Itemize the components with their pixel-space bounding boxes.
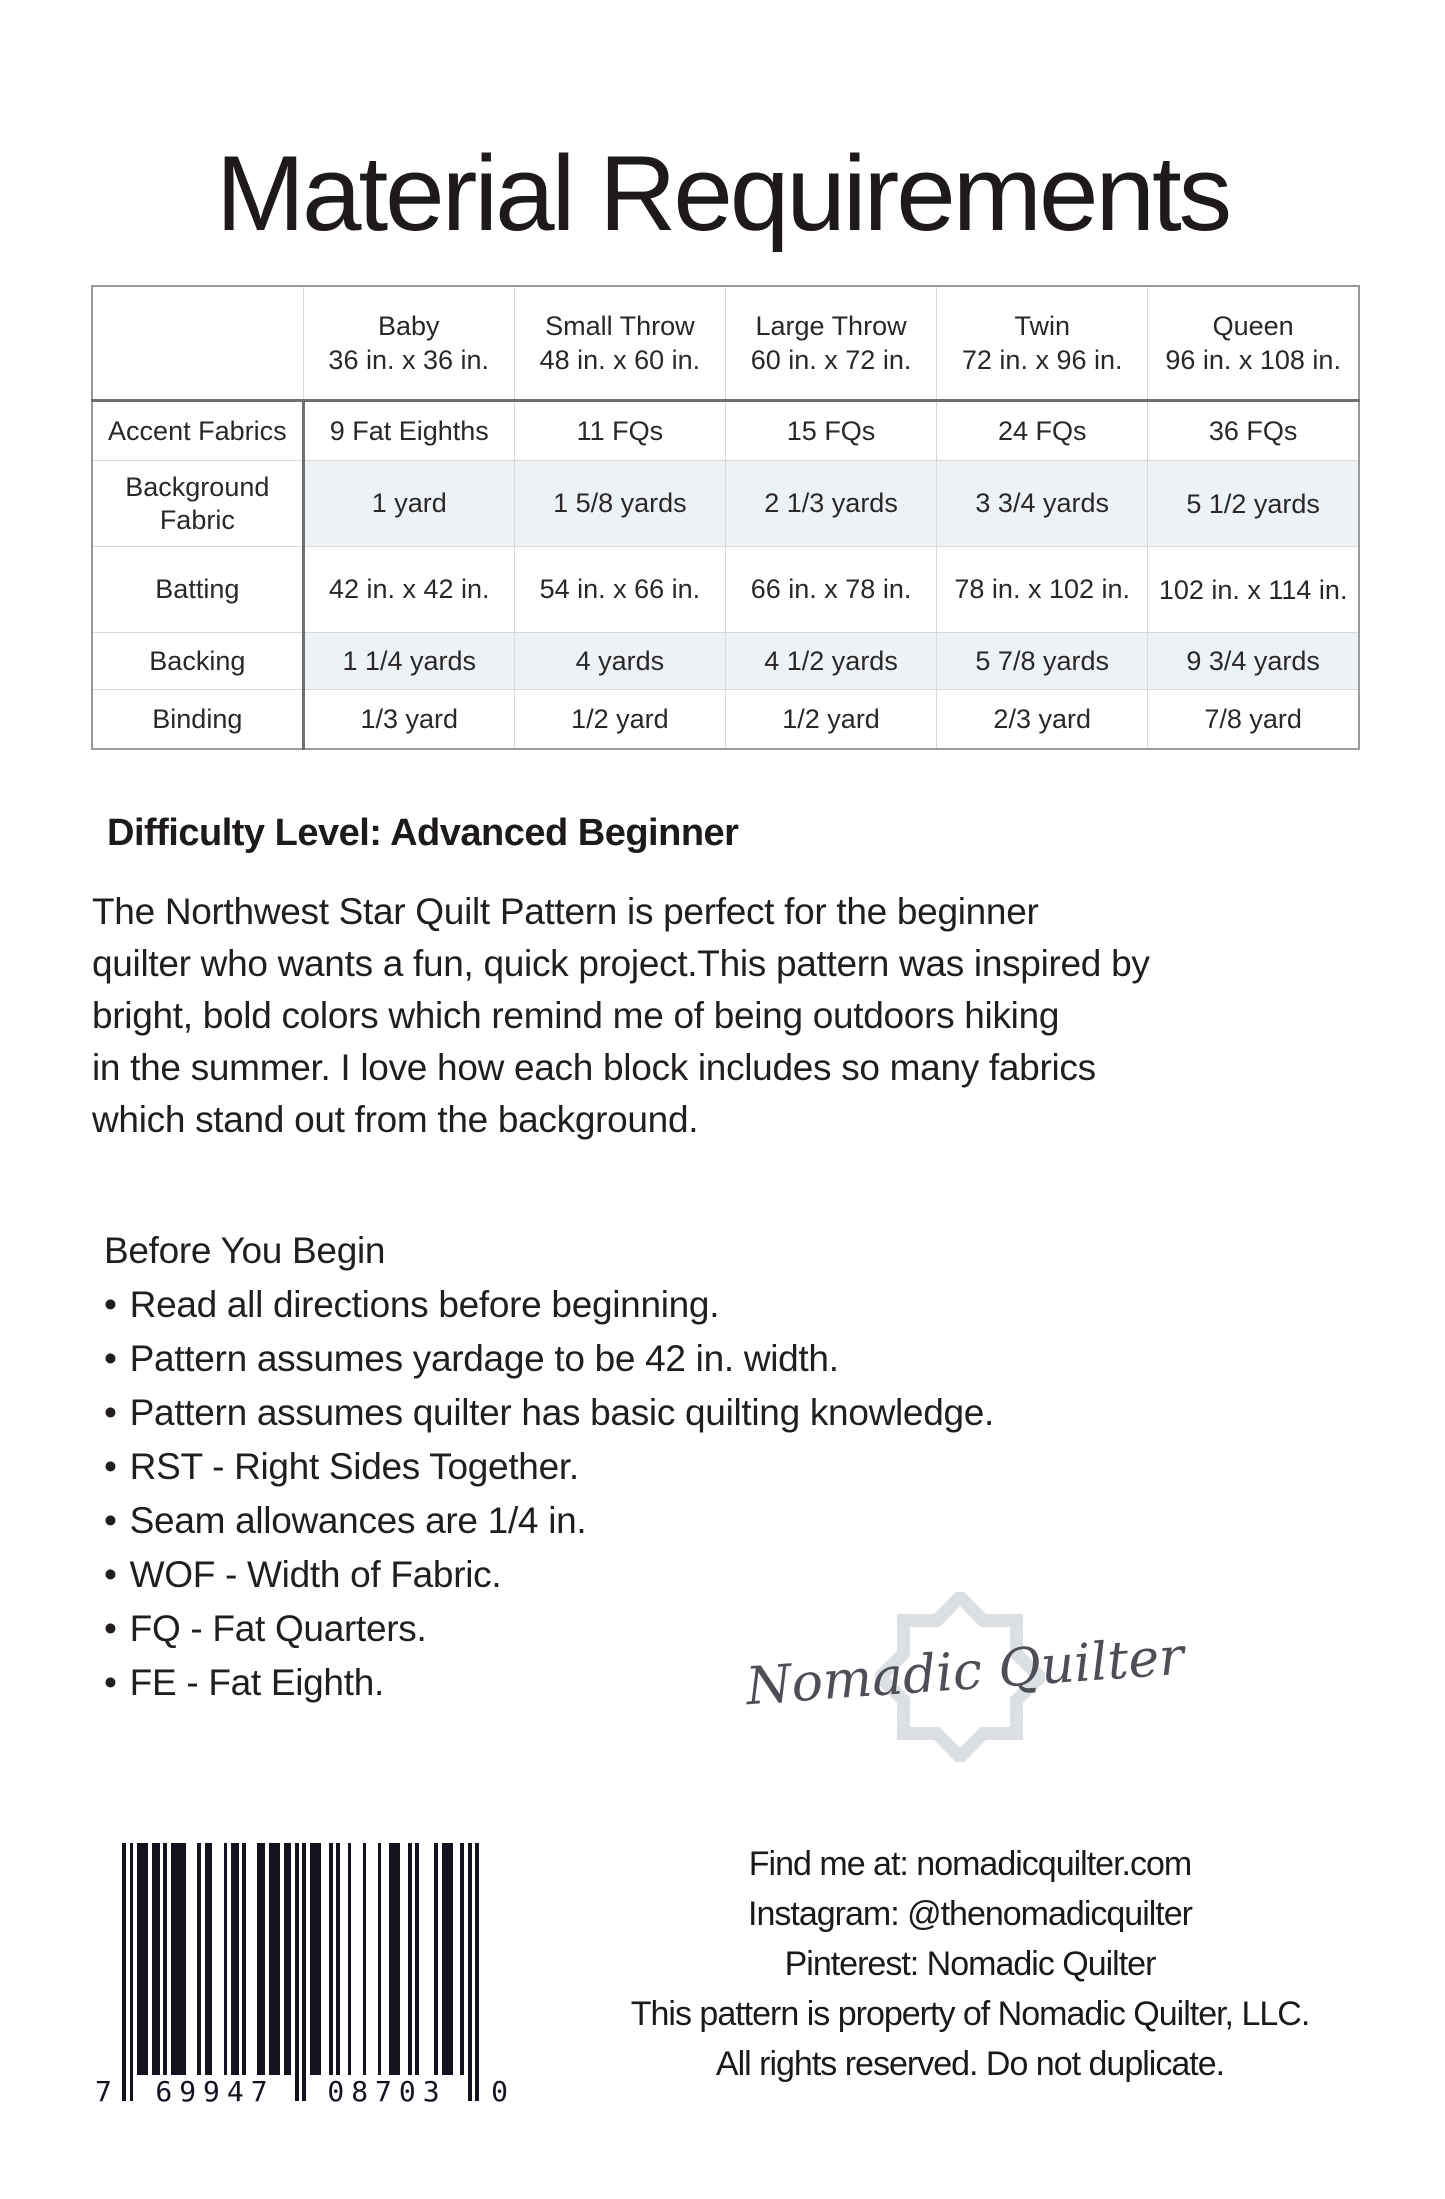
table-cell: 2 1/3 yards bbox=[725, 461, 936, 547]
row-label: Backing bbox=[92, 633, 303, 690]
pattern-description bbox=[92, 886, 1150, 1146]
barcode-bar bbox=[363, 1843, 367, 2075]
page-title: Material Requirements bbox=[215, 133, 1230, 253]
table-cell: 1/2 yard bbox=[725, 690, 936, 750]
table-cell: 78 in. x 102 in. bbox=[937, 547, 1148, 633]
barcode-group1: 69947 bbox=[155, 2075, 275, 2108]
size-name: Small Throw bbox=[545, 311, 695, 341]
table-row bbox=[92, 690, 1359, 750]
size-name: Large Throw bbox=[755, 311, 907, 341]
bullet-item: • Read all directions before beginning. bbox=[104, 1278, 994, 1332]
barcode-bar bbox=[295, 1843, 299, 2101]
upc-barcode bbox=[95, 1843, 508, 2108]
table-cell: 1 yard bbox=[303, 461, 514, 547]
barcode-bar bbox=[348, 1843, 352, 2075]
size-name: Twin bbox=[1014, 311, 1070, 341]
table-header-row bbox=[92, 286, 1359, 401]
barcode-bar bbox=[310, 1843, 321, 2075]
size-name: Queen bbox=[1212, 311, 1294, 341]
bullet-item: • Pattern assumes yardage to be 42 in. width. bbox=[104, 1332, 994, 1386]
barcode-bar bbox=[378, 1843, 382, 2075]
table-row bbox=[92, 633, 1359, 690]
size-dimensions: 72 in. x 96 in. bbox=[961, 345, 1123, 375]
table-cell: 1 1/4 yards bbox=[303, 633, 514, 690]
table-row bbox=[92, 547, 1359, 633]
barcode-bar bbox=[257, 1843, 265, 2075]
footer-line: Find me at: nomadicquilter.com bbox=[748, 1845, 1192, 1883]
barcode-bar bbox=[205, 1843, 213, 2075]
table-cell: 3 3/4 yards bbox=[937, 461, 1148, 547]
difficulty-level-heading: Difficulty Level: Advanced Beginner bbox=[107, 812, 739, 854]
size-dimensions: 36 in. x 36 in. bbox=[328, 345, 490, 375]
size-dimensions: 48 in. x 60 in. bbox=[539, 345, 701, 375]
size-name: Baby bbox=[377, 311, 440, 341]
footer-line: Instagram: @thenomadicquilter bbox=[748, 1895, 1192, 1933]
barcode-bar bbox=[122, 1843, 126, 2101]
barcode-bar bbox=[197, 1843, 201, 2075]
bullet-item: • WOF - Width of Fabric. bbox=[104, 1548, 994, 1602]
bullet-item: • FQ - Fat Quarters. bbox=[104, 1602, 994, 1656]
barcode-group2: 08703 bbox=[327, 2075, 447, 2108]
table-cell: 36 FQs bbox=[1148, 401, 1359, 461]
size-dimensions: 96 in. x 108 in. bbox=[1165, 345, 1341, 375]
before-you-begin-heading: Before You Begin bbox=[104, 1230, 386, 1271]
table-cell: 9 3/4 yards bbox=[1148, 633, 1359, 690]
table-cell: 102 in. x 114 in. bbox=[1148, 547, 1359, 633]
table-cell: 66 in. x 78 in. bbox=[725, 547, 936, 633]
barcode-bar bbox=[434, 1843, 438, 2075]
barcode-bar bbox=[408, 1843, 412, 2075]
barcode-bar bbox=[231, 1843, 239, 2075]
table-cell: 54 in. x 66 in. bbox=[514, 547, 725, 633]
table-cell: 24 FQs bbox=[937, 401, 1148, 461]
nomadic-quilter-signature: Nomadic Quilter bbox=[744, 1626, 1186, 1718]
table-cell: 5 7/8 yards bbox=[937, 633, 1148, 690]
table-header-cell-large-throw bbox=[725, 286, 936, 401]
barcode-bar bbox=[224, 1843, 228, 2075]
table-header-cell-small-throw bbox=[514, 286, 725, 401]
barcode-bar bbox=[137, 1843, 148, 2075]
row-label: Binding bbox=[92, 690, 303, 750]
bullet-item: • Seam allowances are 1/4 in. bbox=[104, 1494, 994, 1548]
size-dimensions: 60 in. x 72 in. bbox=[750, 345, 912, 375]
barcode-bar bbox=[269, 1843, 280, 2075]
table-header bbox=[92, 286, 1359, 401]
barcode-bar bbox=[329, 1843, 333, 2075]
table-cell: 42 in. x 42 in. bbox=[303, 547, 514, 633]
table-cell: 2/3 yard bbox=[937, 690, 1148, 750]
before-you-begin-list bbox=[104, 1278, 994, 1710]
barcode-right-digit: 0 bbox=[491, 2075, 508, 2108]
description-line: The Northwest Star Quilt Pattern is perfect for the beginner bbox=[92, 891, 1039, 932]
table-row bbox=[92, 401, 1359, 461]
barcode-bar bbox=[415, 1843, 419, 2075]
barcode-bar bbox=[130, 1843, 134, 2101]
barcode-bar bbox=[302, 1843, 306, 2101]
table-header-empty-cell bbox=[92, 286, 303, 401]
barcode-bar bbox=[389, 1843, 400, 2075]
description-line: bright, bold colors which remind me of being outdoors hiking bbox=[92, 995, 1060, 1036]
footer-contact-block bbox=[470, 1839, 1445, 2089]
table-cell: 11 FQs bbox=[514, 401, 725, 461]
table-cell: 1/2 yard bbox=[514, 690, 725, 750]
bullet-item: • Pattern assumes quilter has basic quilting knowledge. bbox=[104, 1386, 994, 1440]
barcode-bar bbox=[152, 1843, 160, 2075]
description-line: which stand out from the background. bbox=[92, 1099, 699, 1140]
table-cell: 5 1/2 yards bbox=[1148, 461, 1359, 547]
barcode-bar bbox=[442, 1843, 453, 2075]
table-cell: 4 yards bbox=[514, 633, 725, 690]
footer-line: This pattern is property of Nomadic Quilter, LLC. bbox=[630, 1995, 1310, 2033]
before-you-begin-section bbox=[104, 1224, 994, 1710]
table-header-cell-twin bbox=[937, 286, 1148, 401]
barcode-bar bbox=[336, 1843, 340, 2075]
barcode-bar bbox=[242, 1843, 246, 2075]
row-label: Accent Fabrics bbox=[92, 401, 303, 461]
table-cell: 1/3 yard bbox=[303, 690, 514, 750]
table-cell: 7/8 yard bbox=[1148, 690, 1359, 750]
bullet-item: • FE - Fat Eighth. bbox=[104, 1656, 994, 1710]
footer-line: All rights reserved. Do not duplicate. bbox=[715, 2045, 1225, 2083]
barcode-bar bbox=[460, 1843, 464, 2075]
table-row bbox=[92, 461, 1359, 547]
barcode-bar bbox=[171, 1843, 186, 2075]
barcode-bar bbox=[163, 1843, 167, 2075]
table-header-cell-baby bbox=[303, 286, 514, 401]
table-cell: 15 FQs bbox=[725, 401, 936, 461]
table-cell: 9 Fat Eighths bbox=[303, 401, 514, 461]
barcode-bar bbox=[284, 1843, 292, 2075]
footer-line: Pinterest: Nomadic Quilter bbox=[784, 1945, 1156, 1983]
bullet-item: • RST - Right Sides Together. bbox=[104, 1440, 994, 1494]
description-line: quilter who wants a fun, quick project.This pattern was inspired by bbox=[92, 943, 1150, 984]
table-body bbox=[92, 401, 1359, 750]
material-requirements-table bbox=[91, 285, 1360, 750]
table-header-cell-queen bbox=[1148, 286, 1359, 401]
table-cell: 1 5/8 yards bbox=[514, 461, 725, 547]
row-label: Background Fabric bbox=[92, 461, 303, 547]
description-line: in the summer. I love how each block includes so many fabrics bbox=[92, 1047, 1096, 1088]
barcode-left-digit: 7 bbox=[95, 2075, 112, 2108]
row-label: Batting bbox=[92, 547, 303, 633]
table-cell: 4 1/2 yards bbox=[725, 633, 936, 690]
